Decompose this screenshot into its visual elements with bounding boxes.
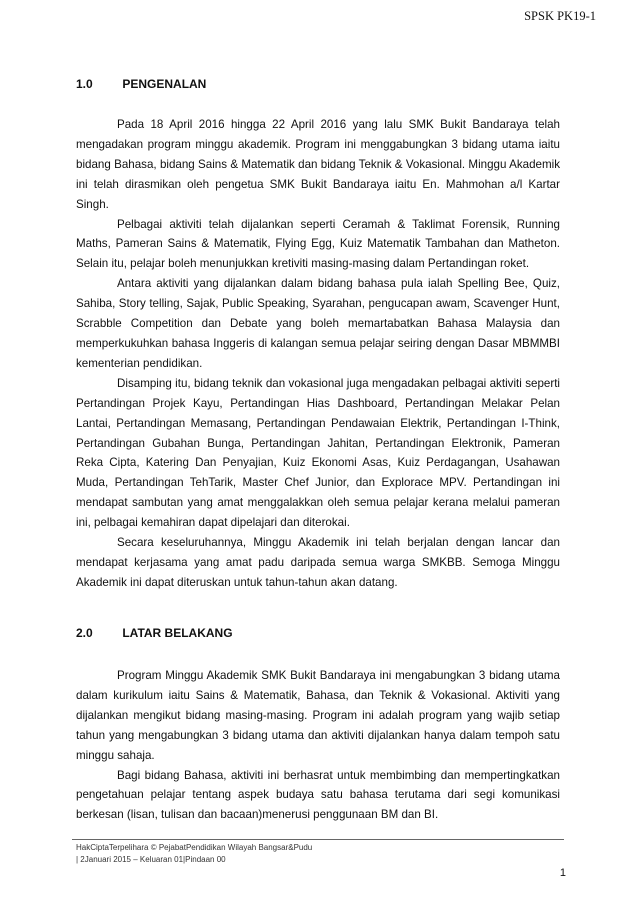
section-heading-pengenalan [76, 77, 206, 91]
paragraph: Antara aktiviti yang dijalankan dalam bidang bahasa pula ialah Spelling Bee, Quiz, Sahiba, Story telling, Sajak, Public Speaking, Syarahan, pengucapan awam, Scavenger Hunt, Scrabble Competition dan Debate yang boleh memartabatkan Bahasa Malaysia dan memperkukuhkan bahasa Inggeris di kalangan semua pelajar seiring dengan Dasar MBMMBI kementerian pendidikan. [76, 277, 560, 370]
section-number: 1.0 [76, 77, 93, 91]
paragraph: Secara keseluruhannya, Minggu Akademik ini telah berjalan dengan lancar dan mendapat kerjasama yang amat padu daripada semua warga SMKBB. Semoga Minggu Akademik ini dapat diteruskan untuk tahun-tahun akan datang. [76, 536, 560, 589]
section-body-pengenalan [76, 115, 560, 593]
paragraph: Program Minggu Akademik SMK Bukit Bandaraya ini mengabungkan 3 bidang utama dalam kurikulum iaitu Sains & Matematik, Bahasa, dan Teknik & Vokasional. Aktiviti yang dijalankan mengikut bidang masing-masing. Program ini adalah program yang wajib setiap tahun yang mengabungkan 3 bidang utama dan aktiviti dijalankan hanya dalam tempoh satu minggu sahaja. [76, 669, 560, 762]
section-heading-latar-belakang [76, 626, 233, 640]
page-number: 1 [559, 867, 566, 879]
footer-divider [72, 839, 564, 840]
section-title: PENGENALAN [122, 77, 207, 91]
section-number: 2.0 [76, 626, 93, 640]
footer-copyright: HakCiptaTerpelihara © PejabatPendidikan Wilayah Bangsar&Pudu [76, 843, 313, 852]
section-title: LATAR BELAKANG [122, 626, 233, 640]
paragraph: Pada 18 April 2016 hingga 22 April 2016 yang lalu SMK Bukit Bandaraya telah mengadakan program minggu akademik. Program ini menggabungkan 3 bidang utama iaitu bidang Bahasa, bidang Sains & Matematik dan bidang Teknik & Vokasional. Minggu Akademik ini telah dirasmikan oleh pengetua SMK Bukit Bandaraya iaitu En. Mahmohan a/l Kartar Singh. [76, 118, 560, 211]
document-code: SPSK PK19-1 [524, 9, 596, 23]
footer-issue: | 2Januari 2015 – Keluaran 01|Pindaan 00 [76, 855, 226, 864]
paragraph: Pelbagai aktiviti telah dijalankan seperti Ceramah & Taklimat Forensik, Running Maths, Pameran Sains & Matematik, Flying Egg, Kuiz Matematik Tambahan dan Matheton. Selain itu, pelajar boleh menunjukkan kretiviti masing-masing dalam Pertandingan roket. [76, 217, 560, 271]
paragraph: Bagi bidang Bahasa, aktiviti ini berhasrat untuk membimbing dan mempertingkatkan pengetahuan pelajar tentang aspek budaya satu bahasa terutama dari segi komunikasi berkesan (lisan, tulisan dan bacaan)menerusi penggunaan BM dan BI. [76, 768, 560, 822]
section-body-latar-belakang [76, 666, 560, 825]
paragraph: Disamping itu, bidang teknik dan vokasional juga mengadakan pelbagai aktiviti seperti Pertandingan Projek Kayu, Pertandingan Hias Dashboard, Pertandingan Melakar Pelan Lantai, Pertandingan Memasang, Pertandingan Pendawaian Elektrik, Pertandingan I-Think, Pertandingan Gubahan Bunga, Pertandingan Jahitan, Pertandingan Elektronik, Pameran Reka Cipta, Katering Dan Penyajian, Kuiz Ekonomi Asas, Kuiz Perdagangan, Usahawan Muda, Pertandingan TehTarik, Master Chef Junior, dan Explorace MPV. Pertandingan ini mendapat sambutan yang amat menggalakkan oleh semua pelajar kerana melalui pameran ini, pelbagai kemahiran dapat dipelajari dan diterokai. [76, 376, 560, 530]
